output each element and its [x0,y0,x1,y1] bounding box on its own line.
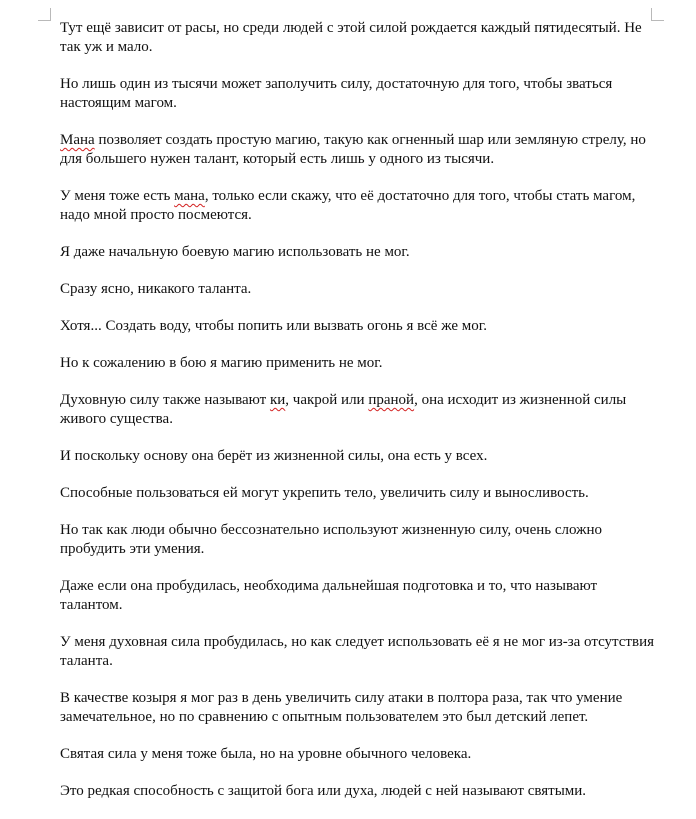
paragraph: И поскольку основу она берёт из жизненной силы, она есть у всех. [60,448,488,464]
paragraph: Но к сожалению в бою я магию применить не мог. [60,355,383,371]
misspelled-word[interactable]: Мана [60,132,95,148]
paragraph: Но так как люди обычно бессознательно используют жизненную силу, очень сложно пробудить эти умения. [60,522,602,557]
misspelled-word[interactable]: мана [174,188,205,204]
paragraph: Даже если она пробудилась, необходима дальнейшая подготовка и то, что называют талантом. [60,578,598,613]
paragraph: Хотя... Создать воду, чтобы попить или вызвать огонь я всё же мог. [60,318,487,334]
paragraph: Способные пользоваться ей могут укрепить тело, увеличить силу и выносливость. [60,485,589,501]
misspelled-word[interactable]: праной [368,392,415,408]
paragraph: Но лишь один из тысячи может заполучить силу, достаточную для того, чтобы зваться настоящим магом. [60,76,613,111]
paragraph-text: Духовную силу также называют [60,392,270,408]
paragraph: В качестве козыря я мог раз в день увеличить силу атаки в полтора раза, так что умение замечательное, но по сравнению с опытным пользователем это был детский лепет. [60,690,623,725]
paragraph: Я даже начальную боевую магию использовать не мог. [60,244,410,260]
misspelled-word[interactable]: ки [269,392,286,408]
paragraph-text: , только если скажу, что её достаточно для того, чтобы стать магом, надо мной просто посмеются. [60,188,636,223]
document-body[interactable] [60,19,660,819]
paragraph: Святая сила у меня тоже была, но на уровне обычного человека. [60,746,472,762]
crop-mark-top-left [38,8,51,21]
paragraph-text: У меня тоже есть [60,188,175,204]
paragraph: Это редкая способность с защитой бога или духа, людей с ней называют святыми. [60,783,587,799]
paragraph-text: позволяет создать простую магию, такую как огненный шар или земляную стрелу, но для большего нужен талант, который есть лишь у одного из тысячи. [60,132,646,167]
paragraph [60,391,660,429]
paragraph: Тут ещё зависит от расы, но среди людей с этой силой рождается каждый пятидесятый. Не так уж и мало. [60,20,642,55]
paragraph: Сразу ясно, никакого таланта. [60,281,252,297]
paragraph [60,131,660,169]
paragraph-text: , чакрой или [285,392,369,408]
paragraph [60,187,660,225]
paragraph-text: , она исходит из жизненной силы живого существа. [60,392,627,427]
paragraph: У меня духовная сила пробудилась, но как следует использовать её я не мог из-за отсутствия таланта. [60,634,654,669]
